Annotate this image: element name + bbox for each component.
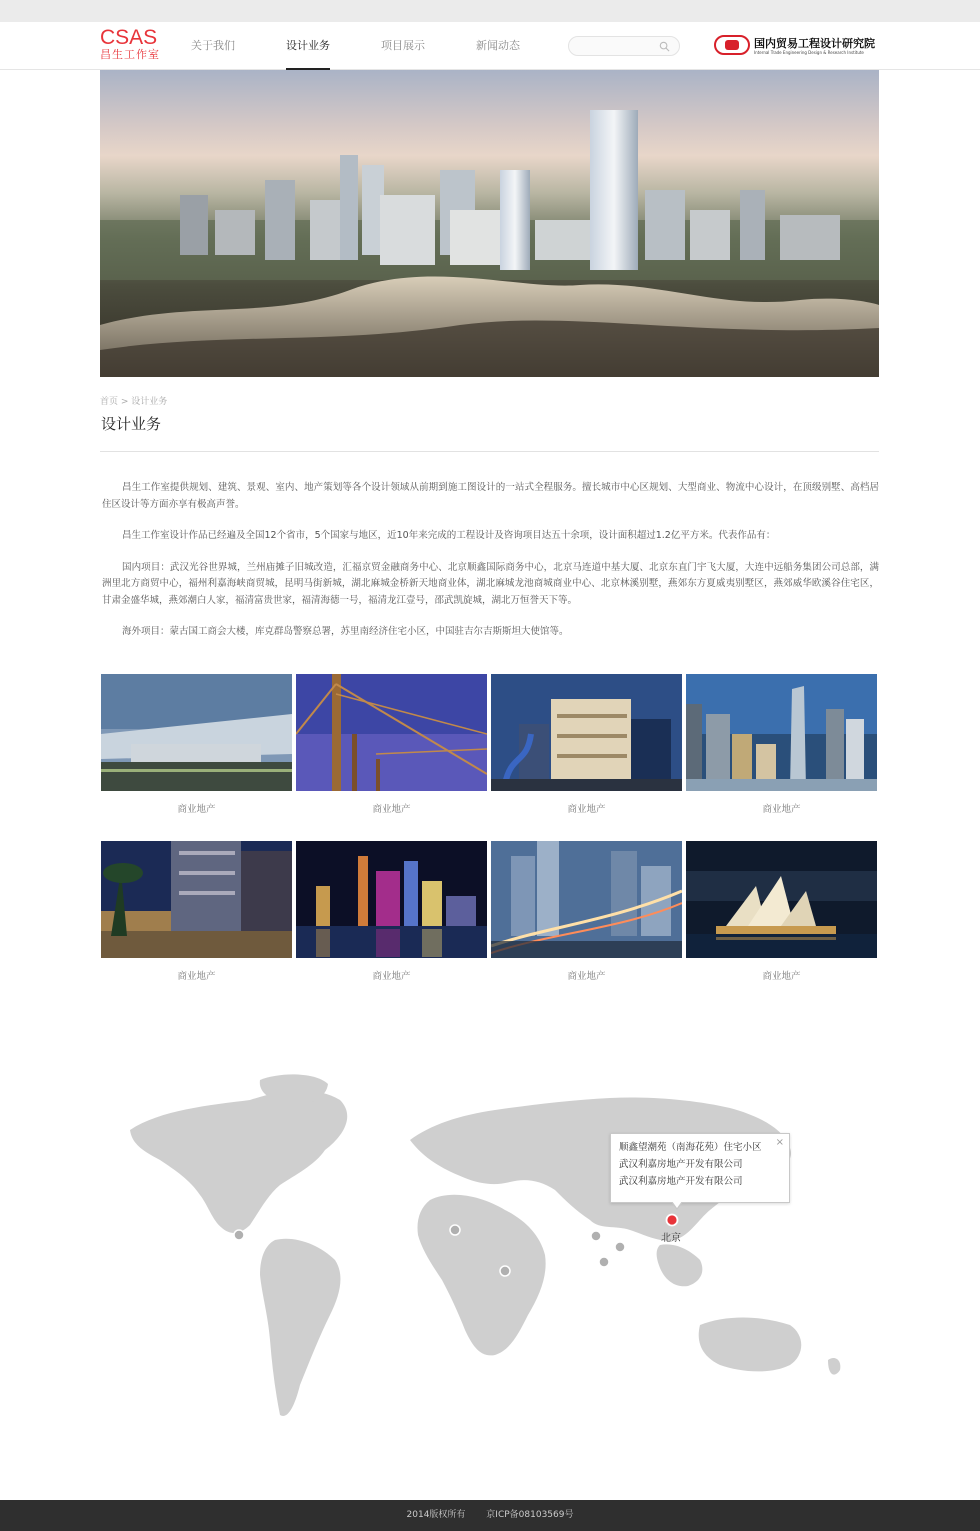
gallery-caption: 商业地产: [177, 804, 216, 815]
gallery-card[interactable]: [296, 841, 487, 1008]
institute-name: 国内贸易工程设计研究院: [754, 37, 875, 50]
footer-icp[interactable]: 京ICP备08103569号: [486, 1510, 574, 1520]
site-header: [0, 22, 980, 70]
intro-paragraph: 国内项目：武汉光谷世界城，兰州庙摊子旧城改造，汇福京贸金融商务中心、北京顺鑫国际商务中心，北京马连道中基大厦、北京东直门宇飞大厦，大连中远船务集团公司总部，满洲里北方商贸中心，福州利嘉海峡商贸城，昆明马街新城，湖北麻城金桥新天地商业体，湖北麻城龙池商城商业中心、北京林溪别墅，燕郊东方夏威夷别墅区，燕郊威华欧溪谷住宅区，甘肃金盛华城，燕郊潮白人家，福清富贵世家，福清海德一号，福清龙江壹号，邵武凯旋城，湖北万恒誉天下等。: [102, 561, 879, 606]
project-gallery: [101, 674, 879, 1008]
gallery-thumb-operahouse[interactable]: [686, 841, 877, 958]
top-strip: [0, 0, 980, 22]
gallery-thumb-building[interactable]: [491, 674, 682, 791]
gallery-thumb-street[interactable]: [101, 841, 292, 958]
world-map[interactable]: [100, 1060, 880, 1440]
map-marker[interactable]: [234, 1230, 244, 1240]
map-marker[interactable]: [599, 1257, 609, 1267]
institute-logo[interactable]: [714, 35, 880, 59]
gallery-caption: 商业地产: [567, 804, 606, 815]
gallery-caption: 商业地产: [372, 804, 411, 815]
australia-shape: [699, 1318, 802, 1372]
gallery-card[interactable]: [101, 674, 292, 841]
nav-item-about[interactable]: 关于我们: [191, 39, 235, 52]
gallery-caption: 商业地产: [372, 971, 411, 982]
footer-copyright: 2014版权所有: [406, 1510, 466, 1520]
map-marker[interactable]: [591, 1231, 601, 1241]
nav-item-news[interactable]: 新闻动态: [476, 39, 520, 52]
search-icon[interactable]: [659, 41, 670, 52]
gallery-thumb-lighttrails[interactable]: [491, 841, 682, 958]
institute-name-en: Internal Trade Engineering Design & Research Institute: [754, 50, 864, 55]
gallery-thumb-airport[interactable]: [101, 674, 292, 791]
intro-paragraph: 海外项目：蒙古国工商会大楼，库克群岛警察总署，苏里南经济住宅小区，中国驻吉尔吉斯斯坦大使馆等。: [122, 626, 569, 637]
gallery-card[interactable]: [686, 674, 877, 841]
search-input[interactable]: [577, 39, 657, 53]
intro-paragraph: 昌生工作室提供规划、建筑、景观、室内、地产策划等各个设计领域从前期到施工图设计的一站式全程服务。擅长城市中心区规划、大型商业、物流中心设计，在顶级别墅、高档居住区设计等方面亦享有极高声誉。: [102, 482, 879, 510]
logo-main-text: CSAS: [100, 26, 158, 49]
gallery-card[interactable]: [491, 841, 682, 1008]
gallery-caption: 商业地产: [762, 804, 801, 815]
site-logo[interactable]: [100, 28, 162, 61]
southeast-asia-shape: [657, 1244, 703, 1286]
africa-shape: [418, 1195, 546, 1356]
hero-city-illustration: [100, 70, 879, 377]
new-zealand-shape: [828, 1358, 840, 1375]
gallery-caption: 商业地产: [177, 971, 216, 982]
title-divider: [100, 451, 879, 452]
gallery-thumb-citynight[interactable]: [296, 841, 487, 958]
gallery-caption: 商业地产: [567, 971, 606, 982]
nav-item-design[interactable]: 设计业务: [273, 22, 343, 70]
gallery-caption: 商业地产: [762, 971, 801, 982]
map-info-popup: [610, 1133, 790, 1203]
north-america-shape: [130, 1091, 347, 1233]
logo-sub-text: 昌生工作室: [100, 48, 160, 61]
popup-tail: [671, 1202, 683, 1210]
city-label: 北京: [661, 1233, 681, 1244]
popup-line[interactable]: 顺鑫望潮苑（南海花苑）住宅小区: [619, 1142, 762, 1153]
search-box: [568, 36, 680, 56]
map-marker[interactable]: [450, 1225, 460, 1235]
site-footer: [0, 1500, 980, 1531]
intro-paragraph: 昌生工作室设计作品已经遍及全国12个省市，5个国家与地区，近10年来完成的工程设计及咨询项目达五十余项，设计面积超过1.2亿平方米。代表作品有：: [122, 530, 776, 541]
gallery-card[interactable]: [686, 841, 877, 1008]
gallery-thumb-skyscrapers[interactable]: [686, 674, 877, 791]
south-america-shape: [260, 1239, 340, 1416]
map-marker-beijing[interactable]: [667, 1215, 678, 1226]
page-title: 设计业务: [101, 415, 162, 433]
popup-line[interactable]: 武汉利嘉房地产开发有限公司: [619, 1176, 743, 1187]
popup-line[interactable]: 武汉利嘉房地产开发有限公司: [619, 1159, 743, 1170]
gallery-card[interactable]: [296, 674, 487, 841]
map-marker[interactable]: [615, 1242, 625, 1252]
close-icon[interactable]: ×: [775, 1137, 784, 1148]
nav-item-projects[interactable]: 项目展示: [381, 39, 425, 52]
gallery-card[interactable]: [101, 841, 292, 1008]
breadcrumb[interactable]: 首页 > 设计业务: [100, 397, 168, 407]
institute-badge-icon: [714, 35, 750, 55]
hero-banner[interactable]: [100, 70, 879, 377]
gallery-card[interactable]: [491, 674, 682, 841]
gallery-thumb-bridge[interactable]: [296, 674, 487, 791]
map-marker[interactable]: [500, 1266, 510, 1276]
intro-text: [102, 480, 879, 656]
